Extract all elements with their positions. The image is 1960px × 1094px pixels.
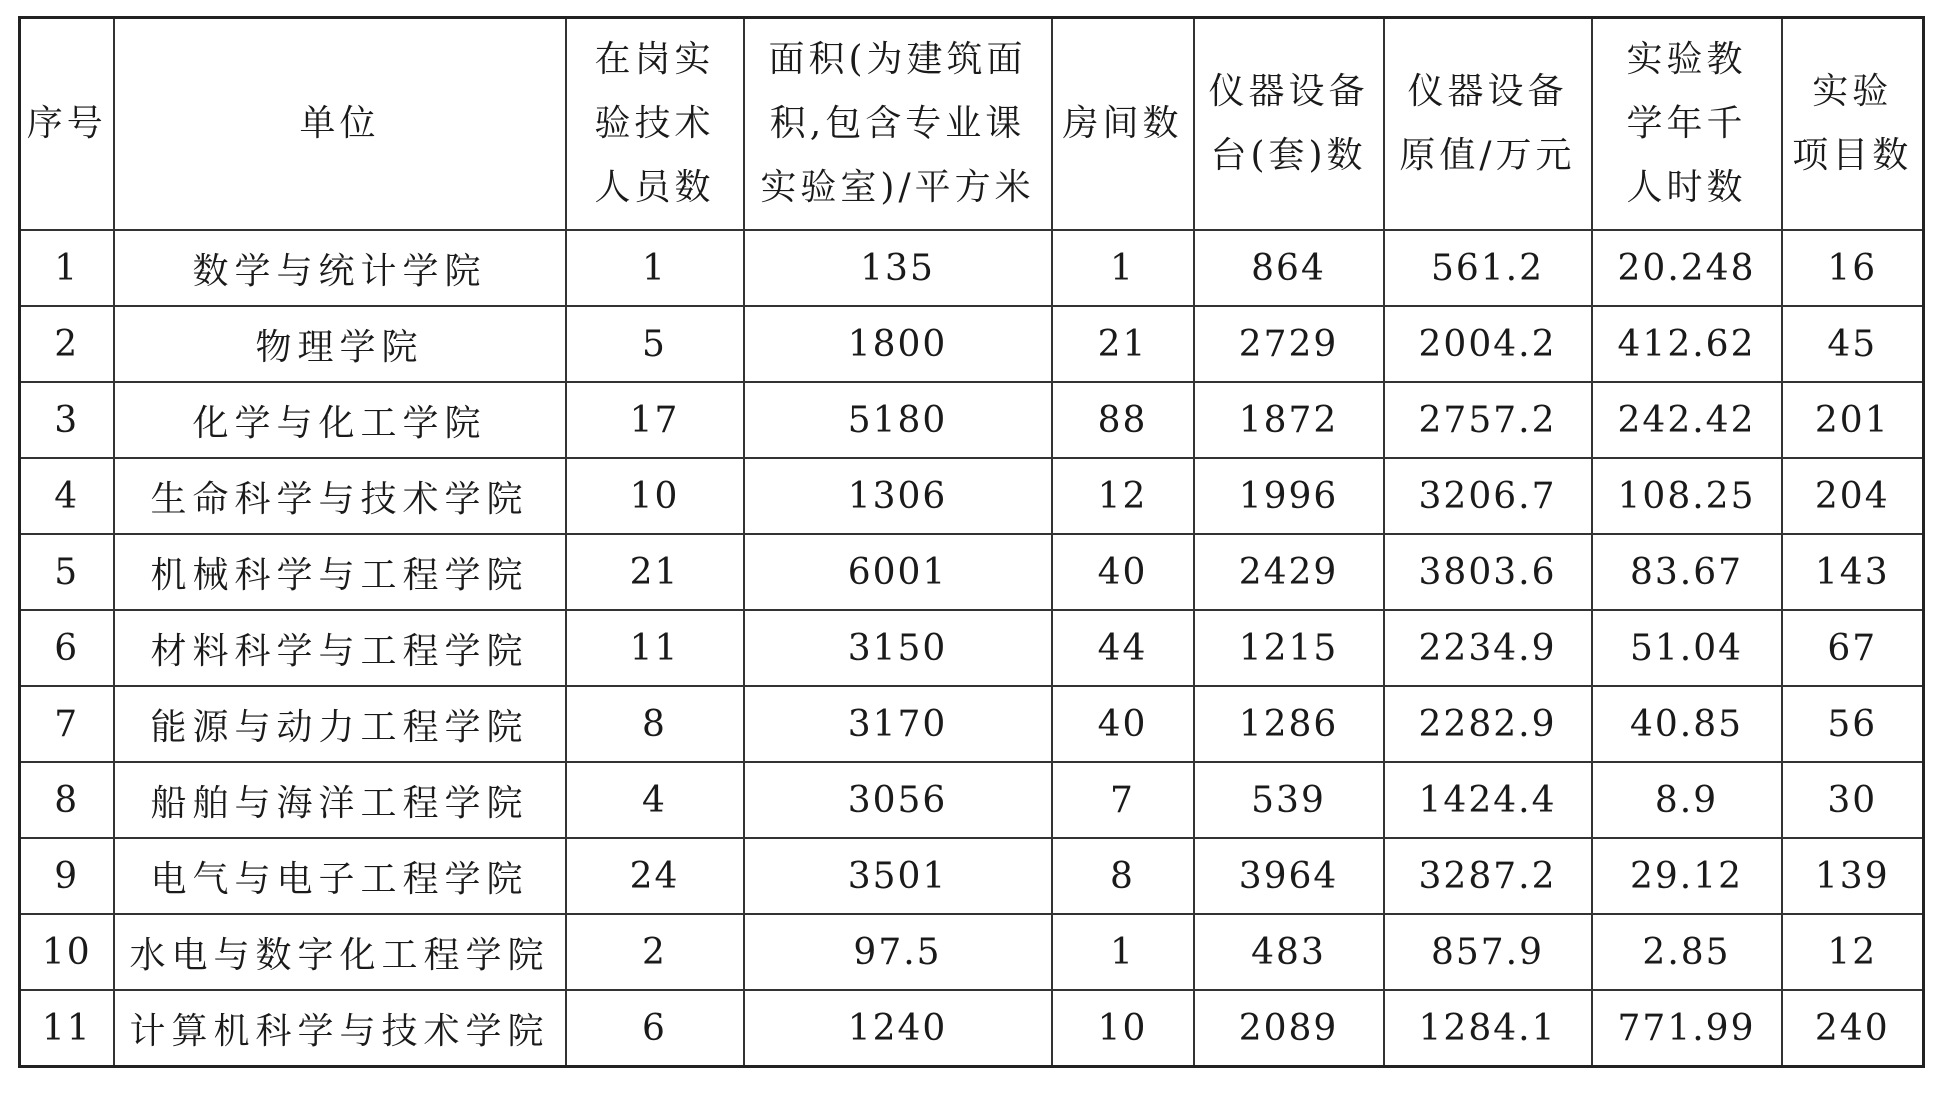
- cell-index: 2: [20, 306, 114, 382]
- cell-equipment-count: 1996: [1194, 458, 1384, 534]
- header-line: 学年千: [1626, 103, 1747, 144]
- table-row: [20, 610, 1924, 686]
- header-line: 积,包含专业课: [769, 103, 1026, 144]
- table-row: [20, 990, 1924, 1067]
- cell-equipment-count: 483: [1194, 914, 1384, 990]
- cell-area: 1240: [744, 990, 1052, 1067]
- cell-project-count: 12: [1782, 914, 1924, 990]
- table-row: [20, 382, 1924, 458]
- cell-index: 7: [20, 686, 114, 762]
- cell-area: 3501: [744, 838, 1052, 914]
- cell-unit: 计算机科学与技术学院: [114, 990, 566, 1067]
- cell-area: 135: [744, 230, 1052, 306]
- cell-project-count: 67: [1782, 610, 1924, 686]
- cell-teaching-hours: 771.99: [1592, 990, 1782, 1067]
- cell-equipment-count: 3964: [1194, 838, 1384, 914]
- cell-equipment-value: 1284.1: [1384, 990, 1592, 1067]
- lab-statistics-table: [18, 16, 1925, 1068]
- cell-project-count: 45: [1782, 306, 1924, 382]
- cell-equipment-count: 1872: [1194, 382, 1384, 458]
- cell-equipment-count: 1286: [1194, 686, 1384, 762]
- cell-area: 1306: [744, 458, 1052, 534]
- cell-unit: 生命科学与技术学院: [114, 458, 566, 534]
- header-line: 原值/万元: [1399, 135, 1576, 176]
- cell-lab-staff: 4: [566, 762, 744, 838]
- cell-area: 3170: [744, 686, 1052, 762]
- header-line: 人员数: [594, 167, 715, 208]
- cell-teaching-hours: 108.25: [1592, 458, 1782, 534]
- cell-teaching-hours: 83.67: [1592, 534, 1782, 610]
- cell-index: 11: [20, 990, 114, 1067]
- cell-rooms: 12: [1052, 458, 1194, 534]
- cell-equipment-value: 3803.6: [1384, 534, 1592, 610]
- cell-lab-staff: 17: [566, 382, 744, 458]
- header-line: 实验: [1812, 71, 1893, 112]
- header-line: 序号: [26, 103, 107, 144]
- cell-teaching-hours: 242.42: [1592, 382, 1782, 458]
- cell-equipment-value: 2757.2: [1384, 382, 1592, 458]
- cell-lab-staff: 1: [566, 230, 744, 306]
- cell-index: 6: [20, 610, 114, 686]
- cell-index: 3: [20, 382, 114, 458]
- cell-equipment-count: 539: [1194, 762, 1384, 838]
- cell-equipment-value: 1424.4: [1384, 762, 1592, 838]
- cell-area: 3150: [744, 610, 1052, 686]
- cell-teaching-hours: 412.62: [1592, 306, 1782, 382]
- cell-equipment-value: 3206.7: [1384, 458, 1592, 534]
- cell-index: 8: [20, 762, 114, 838]
- cell-rooms: 7: [1052, 762, 1194, 838]
- cell-area: 1800: [744, 306, 1052, 382]
- cell-index: 4: [20, 458, 114, 534]
- header-line: 房间数: [1062, 103, 1183, 144]
- cell-project-count: 240: [1782, 990, 1924, 1067]
- table-header-row: [20, 18, 1924, 231]
- cell-unit: 船舶与海洋工程学院: [114, 762, 566, 838]
- header-rooms: [1052, 18, 1194, 231]
- cell-lab-staff: 11: [566, 610, 744, 686]
- cell-lab-staff: 5: [566, 306, 744, 382]
- table-body: [20, 230, 1924, 1067]
- header-index: [20, 18, 114, 231]
- table-row: [20, 306, 1924, 382]
- cell-lab-staff: 6: [566, 990, 744, 1067]
- cell-lab-staff: 8: [566, 686, 744, 762]
- header-equipment-value: [1384, 18, 1592, 231]
- cell-equipment-count: 2089: [1194, 990, 1384, 1067]
- cell-equipment-value: 2282.9: [1384, 686, 1592, 762]
- cell-equipment-value: 3287.2: [1384, 838, 1592, 914]
- cell-rooms: 21: [1052, 306, 1194, 382]
- cell-teaching-hours: 20.248: [1592, 230, 1782, 306]
- cell-area: 5180: [744, 382, 1052, 458]
- table-row: [20, 838, 1924, 914]
- cell-index: 9: [20, 838, 114, 914]
- cell-equipment-value: 561.2: [1384, 230, 1592, 306]
- cell-area: 6001: [744, 534, 1052, 610]
- header-line: 实验室)/平方米: [760, 167, 1035, 208]
- table-row: [20, 762, 1924, 838]
- table-row: [20, 458, 1924, 534]
- cell-equipment-count: 864: [1194, 230, 1384, 306]
- cell-teaching-hours: 8.9: [1592, 762, 1782, 838]
- cell-project-count: 201: [1782, 382, 1924, 458]
- cell-unit: 化学与化工学院: [114, 382, 566, 458]
- cell-equipment-value: 857.9: [1384, 914, 1592, 990]
- cell-rooms: 88: [1052, 382, 1194, 458]
- cell-rooms: 1: [1052, 230, 1194, 306]
- header-line: 台(套)数: [1210, 135, 1367, 176]
- cell-equipment-count: 1215: [1194, 610, 1384, 686]
- cell-rooms: 40: [1052, 534, 1194, 610]
- header-project-count: [1782, 18, 1924, 231]
- table-row: [20, 914, 1924, 990]
- cell-project-count: 204: [1782, 458, 1924, 534]
- cell-teaching-hours: 40.85: [1592, 686, 1782, 762]
- table-row: [20, 230, 1924, 306]
- cell-rooms: 1: [1052, 914, 1194, 990]
- data-table-container: [18, 16, 1925, 1068]
- header-area: [744, 18, 1052, 231]
- cell-equipment-value: 2234.9: [1384, 610, 1592, 686]
- cell-project-count: 30: [1782, 762, 1924, 838]
- cell-unit: 数学与统计学院: [114, 230, 566, 306]
- cell-lab-staff: 21: [566, 534, 744, 610]
- cell-unit: 水电与数字化工程学院: [114, 914, 566, 990]
- cell-teaching-hours: 2.85: [1592, 914, 1782, 990]
- cell-area: 3056: [744, 762, 1052, 838]
- cell-equipment-count: 2729: [1194, 306, 1384, 382]
- cell-teaching-hours: 51.04: [1592, 610, 1782, 686]
- header-line: 仪器设备: [1208, 71, 1369, 112]
- cell-lab-staff: 24: [566, 838, 744, 914]
- header-unit: [114, 18, 566, 231]
- header-line: 验技术: [594, 103, 715, 144]
- header-line: 单位: [299, 103, 380, 144]
- table-row: [20, 686, 1924, 762]
- cell-area: 97.5: [744, 914, 1052, 990]
- cell-rooms: 44: [1052, 610, 1194, 686]
- header-teaching-hours: [1592, 18, 1782, 231]
- cell-unit: 能源与动力工程学院: [114, 686, 566, 762]
- cell-unit: 材料科学与工程学院: [114, 610, 566, 686]
- header-line: 仪器设备: [1407, 71, 1568, 112]
- cell-equipment-value: 2004.2: [1384, 306, 1592, 382]
- header-lab-staff: [566, 18, 744, 231]
- cell-rooms: 40: [1052, 686, 1194, 762]
- table-row: [20, 534, 1924, 610]
- cell-project-count: 139: [1782, 838, 1924, 914]
- header-line: 实验教: [1626, 39, 1747, 80]
- cell-rooms: 10: [1052, 990, 1194, 1067]
- cell-teaching-hours: 29.12: [1592, 838, 1782, 914]
- header-line: 项目数: [1792, 135, 1913, 176]
- header-equipment-count: [1194, 18, 1384, 231]
- cell-project-count: 16: [1782, 230, 1924, 306]
- cell-project-count: 56: [1782, 686, 1924, 762]
- cell-project-count: 143: [1782, 534, 1924, 610]
- cell-index: 1: [20, 230, 114, 306]
- header-line: 在岗实: [594, 39, 715, 80]
- cell-unit: 机械科学与工程学院: [114, 534, 566, 610]
- header-line: 人时数: [1626, 167, 1747, 208]
- cell-lab-staff: 10: [566, 458, 744, 534]
- header-line: 面积(为建筑面: [768, 39, 1027, 80]
- cell-unit: 电气与电子工程学院: [114, 838, 566, 914]
- cell-index: 5: [20, 534, 114, 610]
- cell-lab-staff: 2: [566, 914, 744, 990]
- cell-unit: 物理学院: [114, 306, 566, 382]
- cell-rooms: 8: [1052, 838, 1194, 914]
- cell-equipment-count: 2429: [1194, 534, 1384, 610]
- cell-index: 10: [20, 914, 114, 990]
